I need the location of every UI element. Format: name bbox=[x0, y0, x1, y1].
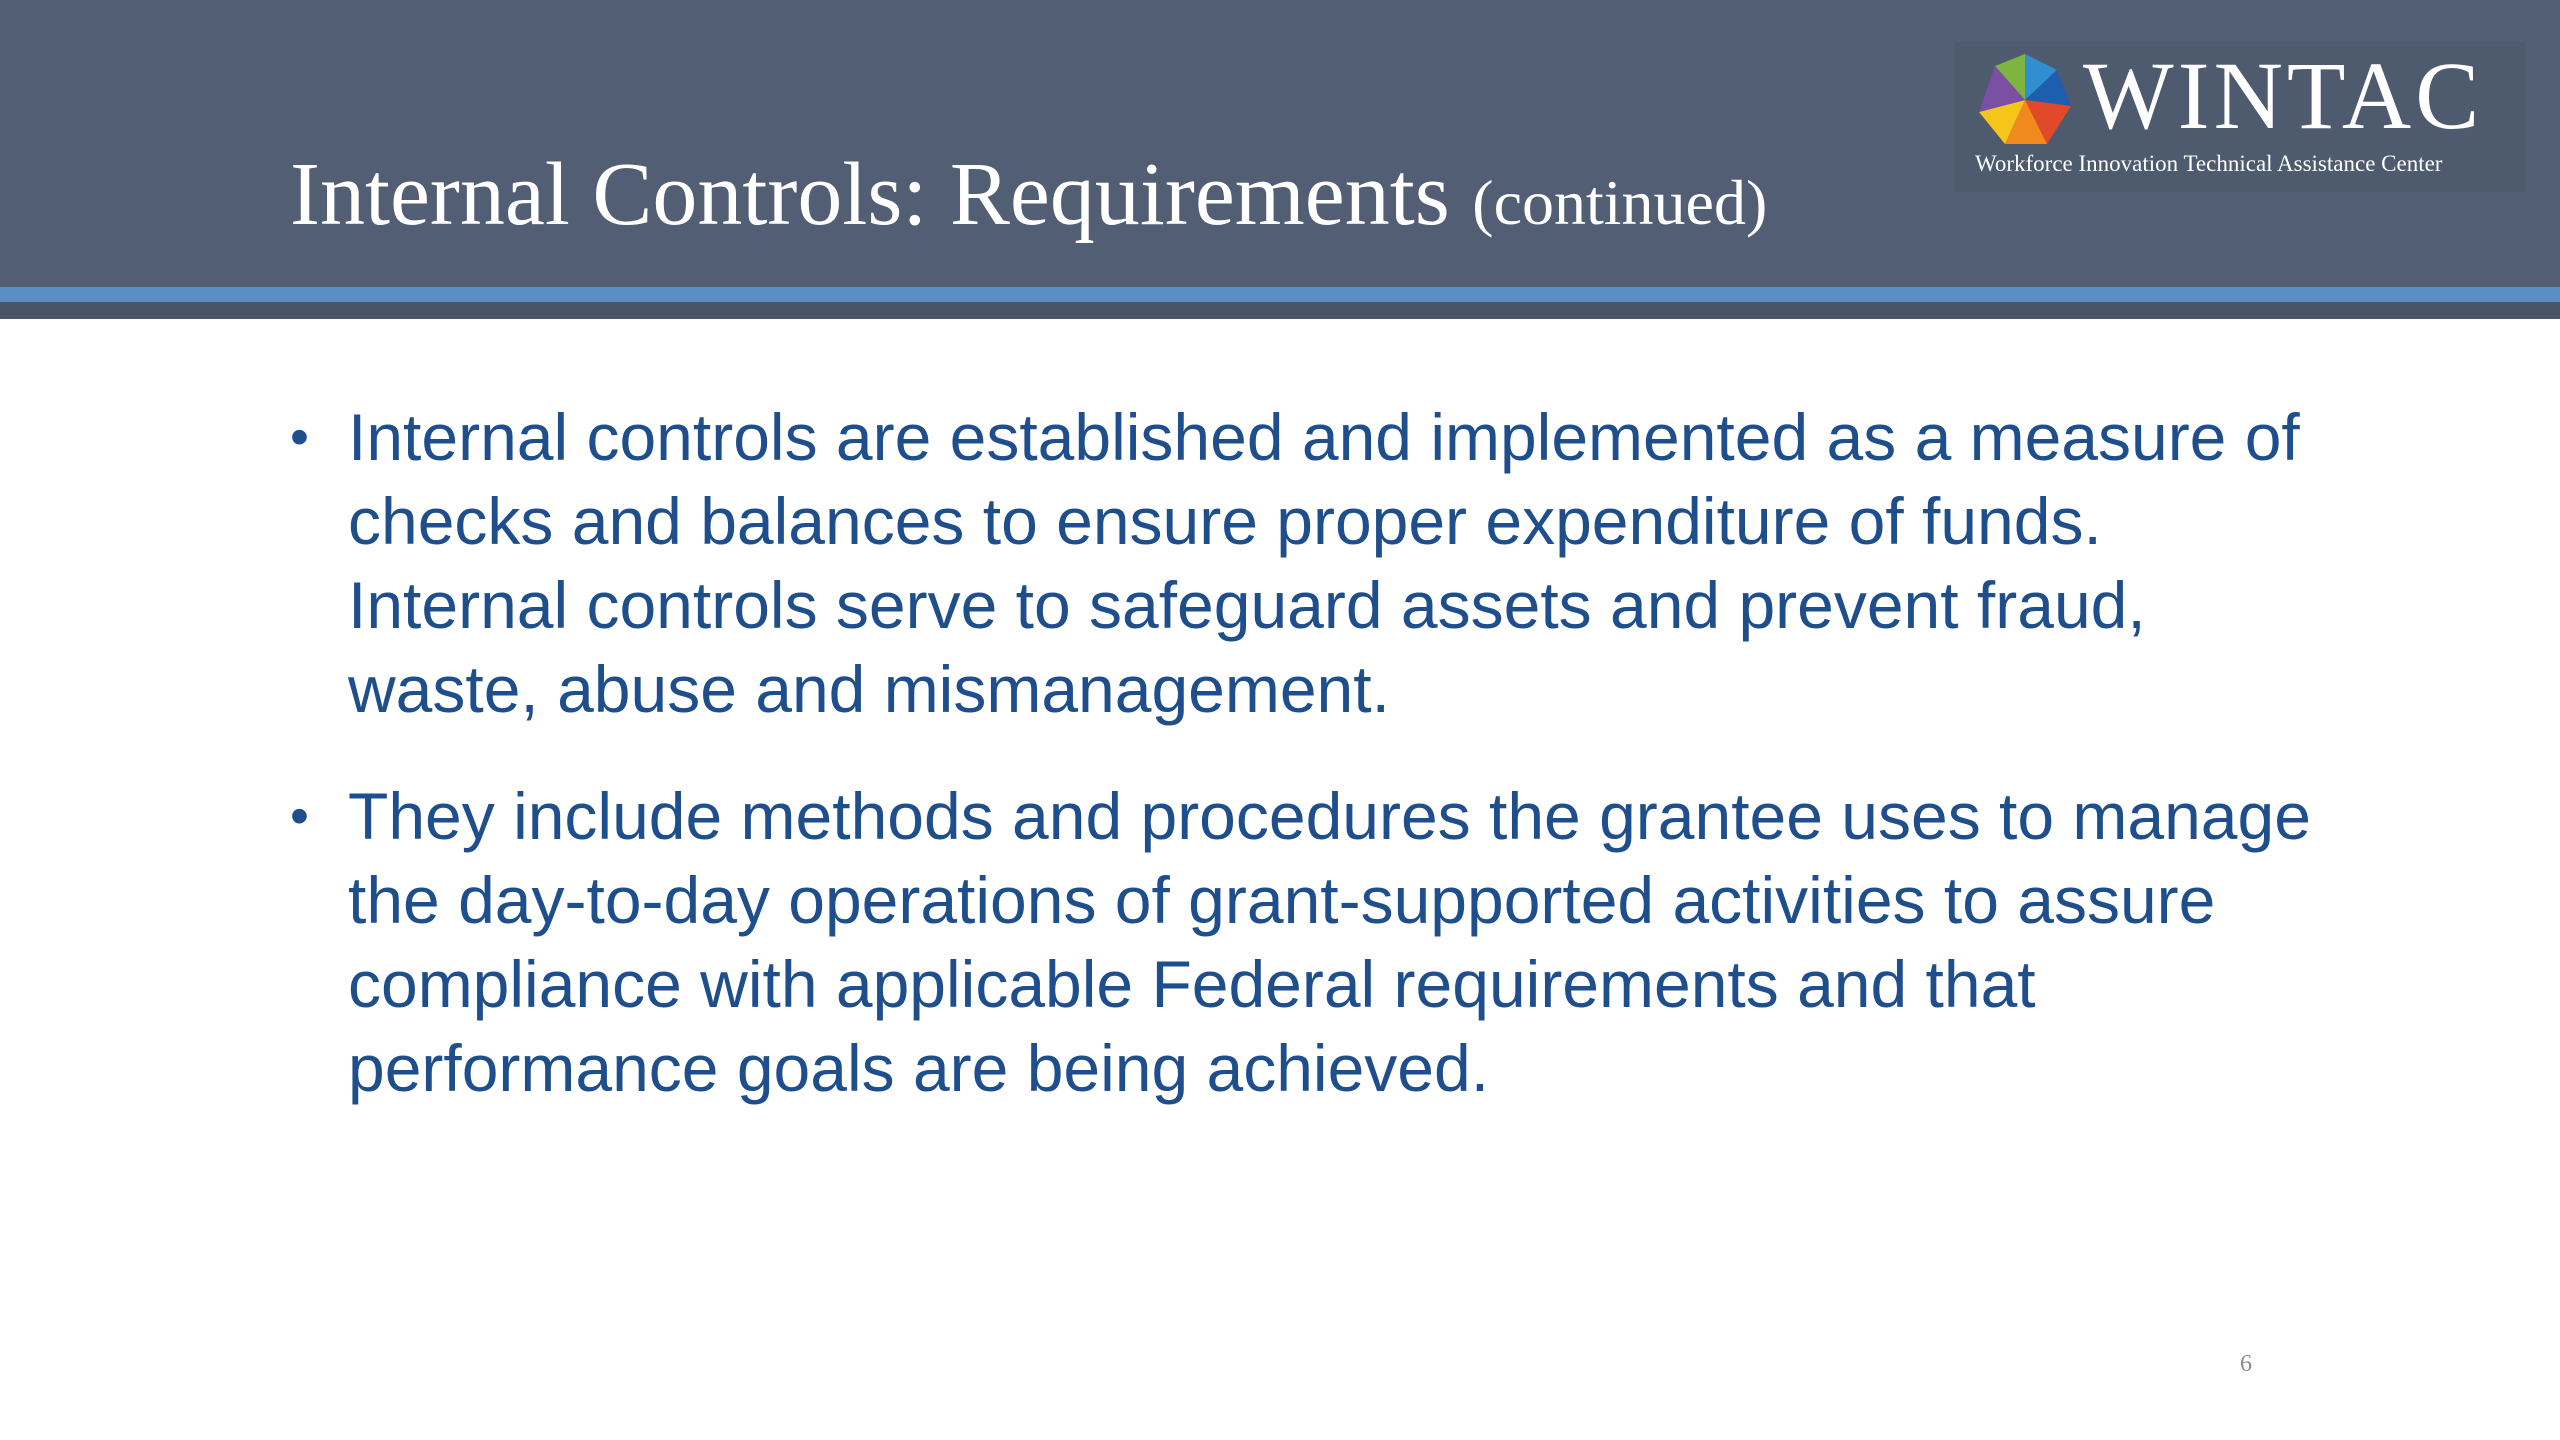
bullet-text: They include methods and procedures the grantee uses to manage the day-to-day operations of grant-supported activities to assure compliance with applicable Federal requirements and that performance goals are being achieved. bbox=[348, 779, 2311, 1105]
wintac-logo bbox=[1955, 42, 2525, 192]
bullet-marker: • bbox=[290, 407, 309, 467]
bullet-item bbox=[290, 395, 2320, 731]
logo-tagline: Workforce Innovation Technical Assistance Center bbox=[1975, 151, 2443, 176]
slide-title-main: Internal Controls: Requirements bbox=[290, 145, 1450, 244]
wintac-pinwheel-icon bbox=[1975, 50, 2075, 150]
logo-wordmark: WINTAC bbox=[2083, 42, 2484, 149]
bullet-list bbox=[290, 395, 2320, 1153]
bullet-item bbox=[290, 774, 2320, 1110]
header-accent-rule bbox=[0, 287, 2560, 302]
slide-title-suffix: (continued) bbox=[1472, 167, 1768, 238]
bullet-text: Internal controls are established and implemented as a measure of checks and balances to ensure proper expenditure of funds. Internal controls serve to safeguard assets and prevent fraud, waste, abuse and mismanagement. bbox=[348, 400, 2300, 726]
bullet-marker: • bbox=[290, 786, 309, 846]
page-number: 6 bbox=[2240, 1351, 2252, 1377]
slide-title bbox=[290, 145, 1768, 244]
header-divider bbox=[0, 302, 2560, 319]
